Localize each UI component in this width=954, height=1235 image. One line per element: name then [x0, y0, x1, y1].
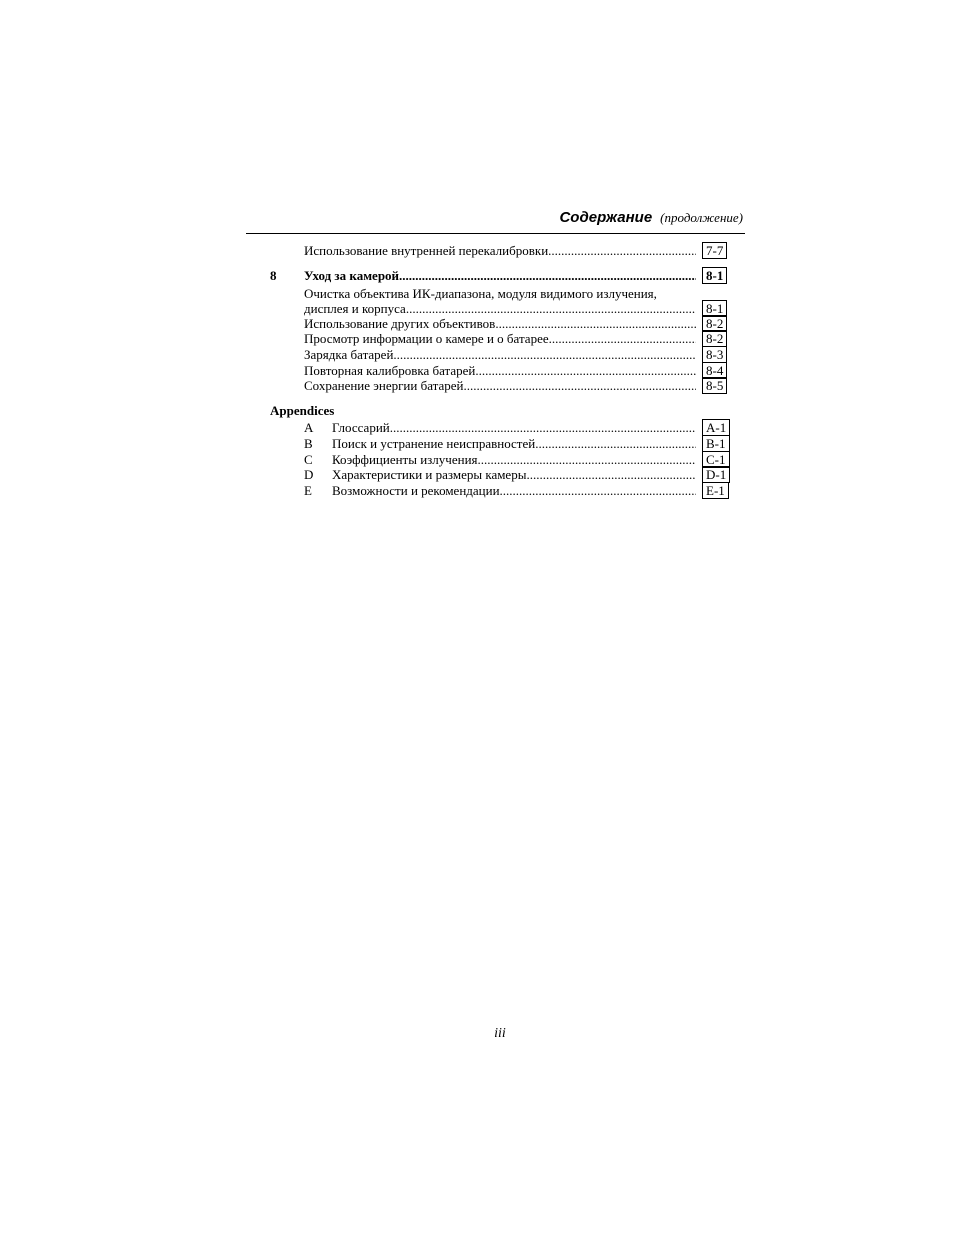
- toc-entry-title: Зарядка батарей: [304, 347, 394, 362]
- toc-entry-title-line2: дисплея и корпуса: [304, 301, 406, 316]
- header-subtitle: (продолжение): [660, 210, 743, 225]
- toc-entry[interactable]: [270, 378, 732, 394]
- page-link[interactable]: 8-1: [702, 267, 727, 284]
- appendix-title: Поиск и устранение неисправностей: [332, 436, 536, 451]
- appendices-heading: Appendices: [270, 403, 335, 418]
- leader-dots: [475, 363, 696, 379]
- appendix-letter: C: [304, 452, 313, 467]
- leader-dots: [463, 378, 696, 394]
- toc-entry[interactable]: [270, 316, 732, 332]
- toc-entry-body: [304, 243, 696, 259]
- page-link[interactable]: 8-4: [702, 362, 727, 379]
- appendix-entry[interactable]: [270, 436, 732, 452]
- appendix-letter: D: [304, 467, 314, 482]
- toc-entry-body: [332, 436, 696, 452]
- leader-dots: [526, 467, 696, 483]
- page-link[interactable]: C-1: [702, 451, 730, 468]
- toc-entry-body: [304, 286, 696, 302]
- toc-entry-title: Просмотр информации о камере и о батарее: [304, 331, 549, 346]
- appendix-entry[interactable]: [270, 452, 732, 468]
- toc-entry[interactable]: [270, 363, 732, 379]
- leader-dots: [393, 347, 696, 363]
- toc-entry-title: Использование других объективов: [304, 316, 496, 331]
- page-link[interactable]: 8-1: [702, 300, 727, 317]
- leader-dots: [406, 301, 696, 317]
- header-title: Содержание: [559, 209, 653, 226]
- toc-entry-title-line1: Очистка объектива ИК-диапазона, модуля видимого излучения,: [304, 286, 657, 301]
- toc-entry-title: Уход за камерой: [304, 268, 400, 283]
- leader-dots: [390, 420, 696, 436]
- appendix-letter: A: [304, 420, 314, 435]
- appendix-entry[interactable]: [270, 467, 732, 483]
- leader-dots: [495, 316, 696, 332]
- appendix-entry[interactable]: [270, 420, 732, 436]
- page-link[interactable]: 8-2: [702, 315, 727, 332]
- toc-entry-body: [304, 378, 696, 394]
- toc-entry-body: [304, 316, 696, 332]
- toc-entry[interactable]: [270, 331, 732, 347]
- appendix-title: Характеристики и размеры камеры: [332, 467, 527, 482]
- appendix-title: Глоссарий: [332, 420, 390, 435]
- toc-entry-title: Использование внутренней перекалибровки: [304, 243, 549, 258]
- toc-entry-body: [304, 363, 696, 379]
- page-link[interactable]: D-1: [702, 466, 730, 483]
- leader-dots: [399, 268, 696, 284]
- toc-entry-body: [332, 467, 696, 483]
- chapter-number: 8: [270, 268, 277, 283]
- page-link[interactable]: 8-5: [702, 377, 727, 394]
- page-link[interactable]: 8-3: [702, 346, 727, 363]
- appendix-letter: E: [304, 483, 312, 498]
- toc-entry-body: [304, 347, 696, 363]
- leader-dots: [500, 483, 696, 499]
- page-link[interactable]: A-1: [702, 419, 730, 436]
- toc-chapter-entry[interactable]: [270, 268, 732, 284]
- leader-dots: [535, 436, 696, 452]
- toc-entry-body: [332, 420, 696, 436]
- toc-entry-body: [304, 301, 696, 317]
- leader-dots: [549, 331, 696, 347]
- page-link[interactable]: E-1: [702, 482, 729, 499]
- page-link[interactable]: 8-2: [702, 330, 727, 347]
- page-number: iii: [494, 1026, 506, 1041]
- page-link[interactable]: 7-7: [702, 242, 727, 259]
- appendix-letter: B: [304, 436, 313, 451]
- appendix-entry[interactable]: [270, 483, 732, 499]
- toc-entry-title: Сохранение энергии батарей: [304, 378, 464, 393]
- toc-entry-body: [332, 452, 696, 468]
- toc-entry[interactable]: [270, 347, 732, 363]
- leader-dots: [548, 243, 696, 259]
- toc-entry-first-line: [270, 286, 732, 302]
- toc-entry-body: [304, 331, 696, 347]
- appendix-title: Возможности и рекомендации: [332, 483, 500, 498]
- toc-entry-body: [304, 268, 696, 284]
- toc-entry-body: [332, 483, 696, 499]
- page-link[interactable]: B-1: [702, 435, 730, 452]
- leader-dots: [478, 452, 696, 468]
- toc-entry[interactable]: [270, 243, 732, 259]
- appendix-title: Коэффициенты излучения: [332, 452, 478, 467]
- toc-entry[interactable]: [270, 301, 732, 317]
- toc-entry-title: Повторная калибровка батарей: [304, 363, 476, 378]
